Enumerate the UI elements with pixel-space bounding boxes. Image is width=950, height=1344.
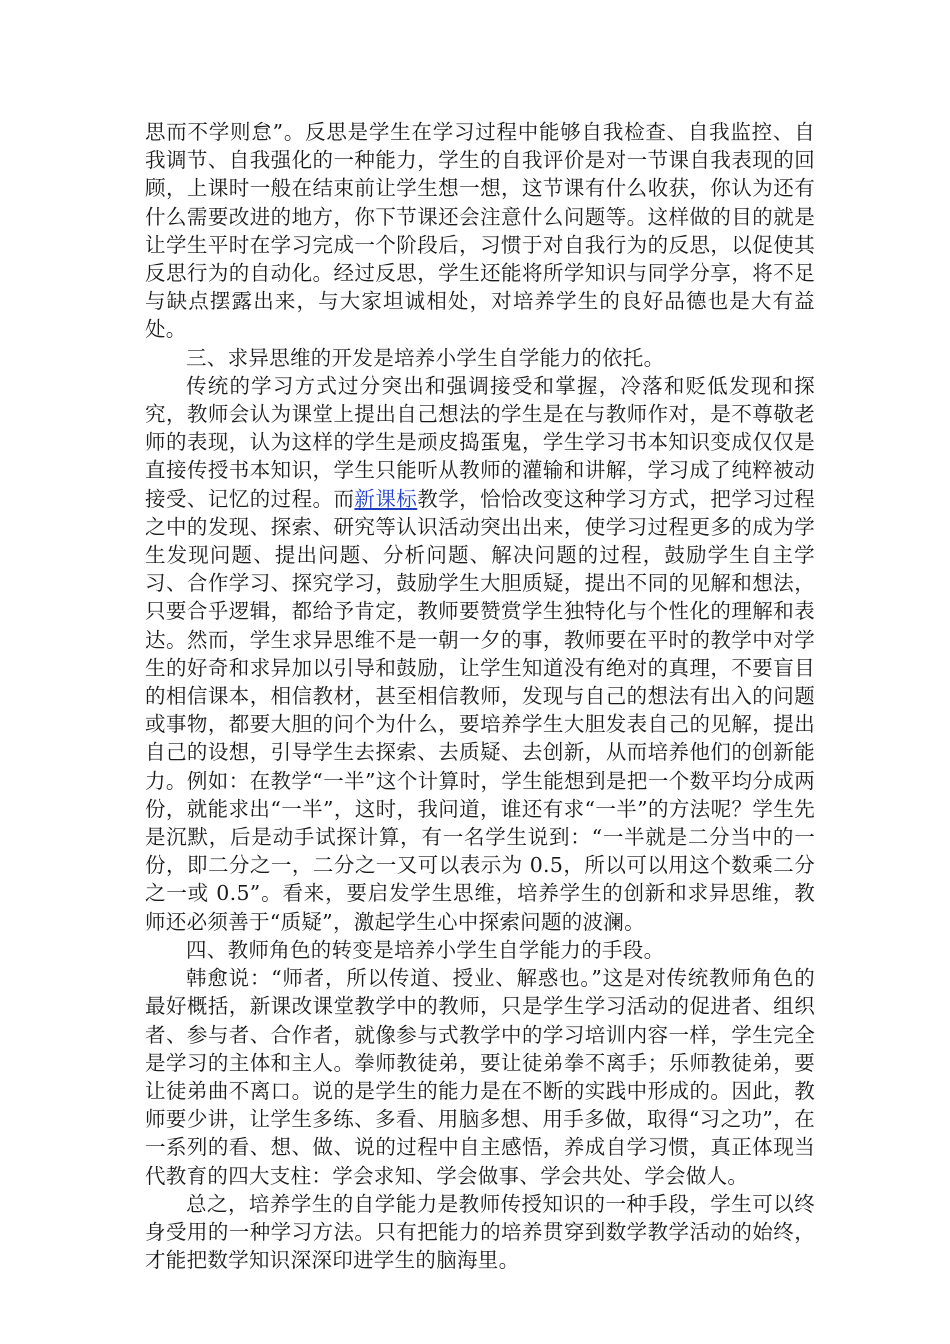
paragraph-text-before-link: 传统的学习方式过分突出和强调接受和掌握，冷落和贬低发现和探究，教师会认为课堂上提出自己想法的学生是在与教师作对，是不尊敬老师的表现，认为这样的学生是顽皮捣蛋鬼，学生学习书本知识变成仅仅是直接传授书本知识，学生只能听从教师的灌输和讲解，学习成了纯粹被动接受、记忆的过程。而 [145, 373, 815, 511]
new-curriculum-link[interactable]: 新课标 [354, 486, 418, 511]
paragraph-conclusion: 总之，培养学生的自学能力是教师传授知识的一种手段，学生可以终身受用的一种学习方法。只有把能力的培养贯穿到数学教学活动的始终，才能把数学知识深深印进学生的脑海里。 [145, 1191, 815, 1273]
section-heading-three: 三、求异思维的开发是培养小学生自学能力的依托。 [186, 345, 665, 370]
section-heading-four: 四、教师角色的转变是培养小学生自学能力的手段。 [186, 937, 665, 962]
document-body [145, 118, 815, 1274]
paragraph-teacher-role: 韩愈说：“师者，所以传道、授业、解惑也。”这是对传统教师角色的最好概括，新课改课堂教学中的教师，只是学生学习活动的促进者、组织者、参与者、合作者，就像参与式教学中的学习培训内容一样，学生完全是学习的主体和主人。拳师教徒弟，要让徒弟拳不离手；乐师教徒弟，要让徒弟曲不离口。说的是学生的能力是在不断的实践中形成的。因此，教师要少讲，让学生多练、多看、用脑多想、用手多做，取得“习之功”，在一系列的看、想、做、说的过程中自主感悟，养成自学习惯，真正体现当代教育的四大支柱：学会求知、学会做事、学会共处、学会做人。 [145, 966, 815, 1188]
paragraph-reflection: 思而不学则怠”。反思是学生在学习过程中能够自我检查、自我监控、自我调节、自我强化的一种能力，学生的自我评价是对一节课自我表现的回顾，上课时一般在结束前让学生想一想，这节课有什么收获，你认为还有什么需要改进的地方，你下节课还会注意什么问题等。这样做的目的就是让学生平时在学习完成一个阶段后，习惯于对自我行为的反思，以促使其反思行为的自动化。经过反思，学生还能将所学知识与同学分享，将不足与缺点摆露出来，与大家坦诚相处，对培养学生的良好品德也是大有益处。 [145, 120, 815, 342]
paragraph-text-after-link: 教学，恰恰改变这种学习方式，把学习过程之中的发现、探索、研究等认识活动突出出来，使学习过程更多的成为学生发现问题、提出问题、分析问题、解决问题的过程，鼓励学生自主学习、合作学习、探究学习，鼓励学生大胆质疑，提出不同的见解和想法，只要合乎逻辑，都给予肯定，教师要赞赏学生独特化与个性化的理解和表达。然而，学生求异思维不是一朝一夕的事，教师要在平时的教学中对学生的好奇和求异加以引导和鼓励，让学生知道没有绝对的真理，不要盲目的相信课本，相信教材，甚至相信教师，发现与自己的想法有出入的问题或事物，都要大胆的问个为什么，要培养学生大胆发表自己的见解，提出自己的设想，引导学生去探索、去质疑、去创新，从而培养他们的创新能力。例如：在教学“一半”这个计算时，学生能想到是把一个数平均分成两份，就能求出“一半”，这时，我问道，谁还有求“一半”的方法呢？学生先是沉默，后是动手试探计算，有一名学生说到：“一半就是二分当中的一份，即二分之一，二分之一又可以表示为 0.5，所以可以用这个数乘二分之一或 0.5”。看来，要启发学生思维，培养学生的创新和求异思维，教师还必须善于“质疑”，激起学生心中探索问题的波澜。 [145, 486, 815, 934]
paragraph-divergent-thinking [145, 372, 815, 936]
